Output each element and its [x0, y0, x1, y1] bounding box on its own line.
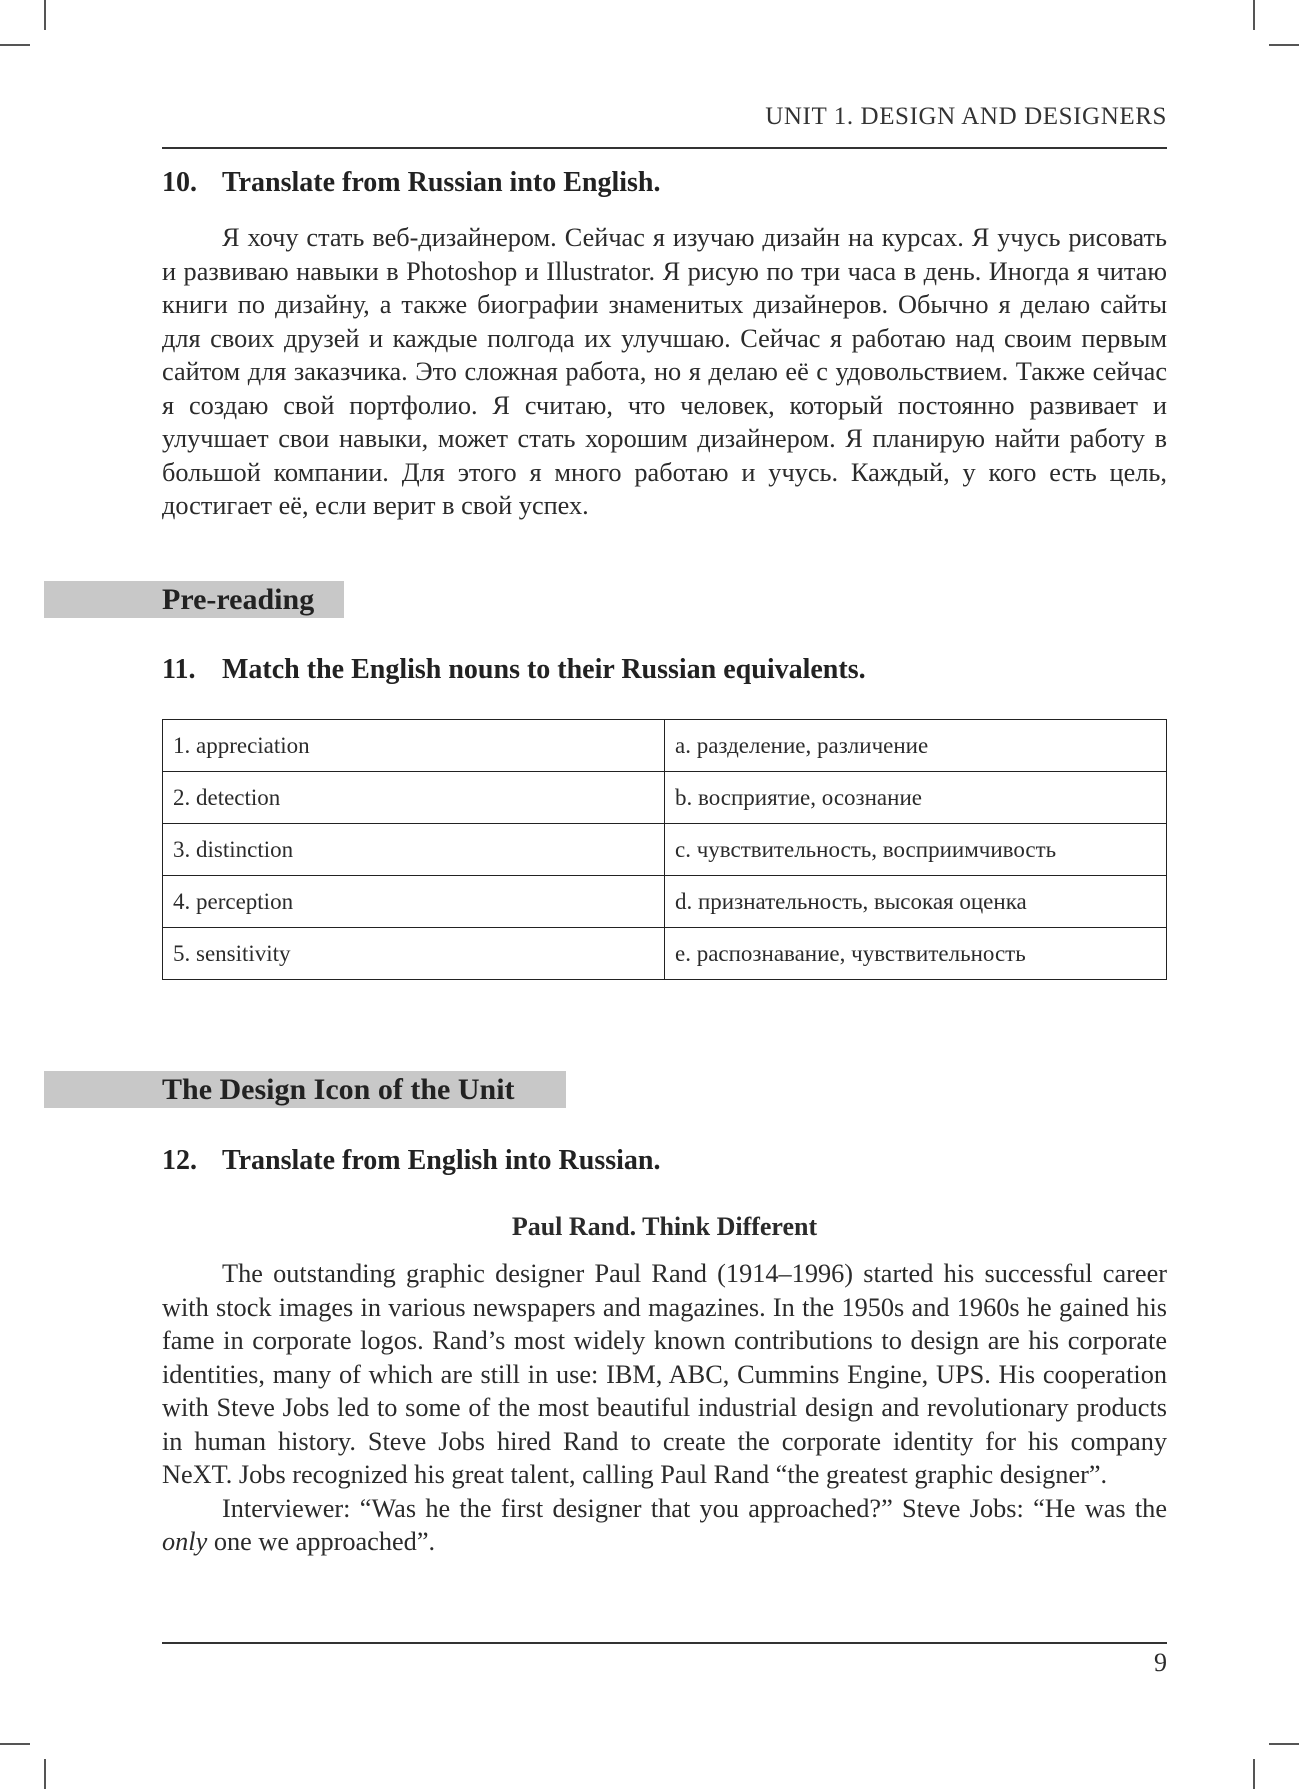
- english-noun-cell: 2. detection: [163, 772, 665, 824]
- paragraph-2-start: Interviewer: “Was he the first designer that you approached?” Steve Jobs: “He was the: [222, 1493, 1167, 1523]
- english-noun-cell: 3. distinction: [163, 824, 665, 876]
- section-label: Pre-reading: [162, 583, 315, 616]
- exercise-instruction: Translate from Russian into English.: [222, 167, 661, 198]
- exercise-instruction: Match the English nouns to their Russian equivalents.: [222, 654, 866, 685]
- english-noun-cell: 4. perception: [163, 876, 665, 928]
- crop-mark: [1269, 1743, 1299, 1745]
- exercise-10-heading: [162, 167, 660, 199]
- footer-rule: [162, 1642, 1167, 1644]
- russian-equivalent-cell: a. разделение, различение: [665, 720, 1167, 772]
- russian-equivalent-cell: e. распознавание, чувствительность: [665, 928, 1167, 980]
- header-rule: [162, 147, 1167, 149]
- table-row: [163, 720, 1167, 772]
- russian-paragraph: Я хочу стать веб-дизайнером. Сейчас я изучаю дизайн на курсах. Я учусь рисовать и развиваю навыки в Photoshop и Illustrator. Я рисую по три часа в день. Иногда я читаю книги по дизайну, а также биографии знаменитых дизайнеров. Обычно я делаю сайты для своих друзей и каждые полгода их улучшаю. Сейчас я работаю над своим первым сайтом для заказчика. Это сложная работа, но я делаю её с удовольствием. Также сейчас я создаю свой портфолио. Я считаю, что человек, который постоянно развивает и улучшает свои навыки, может стать хорошим дизайнером. Я планирую найти работу в большой компании. Для этого я много работаю и учусь. Каждый, у кого есть цель, достигает её, если верит в свой успех.: [162, 223, 1167, 520]
- russian-equivalent-cell: c. чувствительность, восприимчивость: [665, 824, 1167, 876]
- section-label: The Design Icon of the Unit: [162, 1073, 515, 1106]
- exercise-number: 12.: [162, 1145, 197, 1176]
- matching-table: [162, 719, 1167, 980]
- table-row: [163, 824, 1167, 876]
- exercise-12-heading: [162, 1145, 660, 1177]
- page-number: 9: [1154, 1648, 1167, 1677]
- table-row: [163, 772, 1167, 824]
- english-paragraph-1: The outstanding graphic designer Paul Rand (1914–1996) started his successful career with stock images in various newspapers and magazines. In the 1950s and 1960s he gained his fame in corporate logos. Rand’s most widely known contributions to design are his corporate identities, many of which are still in use: IBM, ABC, Cummins Engine, UPS. His cooperation with Steve Jobs led to some of the most beautiful industrial design and revolutionary products in human history. Steve Jobs hired Rand to create the corporate identity for his company NeXT. Jobs recognized his great talent, calling Paul Rand “the greatest graphic designer”.: [162, 1259, 1167, 1489]
- exercise-instruction: Translate from English into Russian.: [222, 1145, 661, 1176]
- crop-mark: [44, 0, 46, 30]
- emphasized-word: only: [162, 1527, 208, 1556]
- exercise-10-text: [162, 221, 1167, 523]
- table-row: [163, 928, 1167, 980]
- english-noun-cell: 5. sensitivity: [163, 928, 665, 980]
- crop-mark: [0, 44, 30, 46]
- exercise-11-heading: [162, 654, 866, 686]
- exercise-number: 11.: [162, 654, 196, 685]
- russian-equivalent-cell: b. восприятие, осознание: [665, 772, 1167, 824]
- section-band-design-icon: [44, 1071, 566, 1108]
- paragraph-2-end: one we approached”.: [207, 1527, 436, 1556]
- english-paragraph-2: [162, 1492, 1167, 1559]
- section-band-prereading: [44, 581, 344, 618]
- crop-mark: [1253, 1759, 1255, 1789]
- russian-equivalent-cell: d. признательность, высокая оценка: [665, 876, 1167, 928]
- crop-mark: [1269, 44, 1299, 46]
- crop-mark: [44, 1759, 46, 1789]
- story-title: Paul Rand. Think Different: [511, 1212, 818, 1241]
- exercise-12-text: [162, 1257, 1167, 1559]
- running-header: UNIT 1. DESIGN AND DESIGNERS: [765, 103, 1167, 130]
- english-noun-cell: 1. appreciation: [163, 720, 665, 772]
- exercise-number: 10.: [162, 167, 197, 198]
- crop-mark: [1253, 0, 1255, 30]
- table-row: [163, 876, 1167, 928]
- crop-mark: [0, 1743, 30, 1745]
